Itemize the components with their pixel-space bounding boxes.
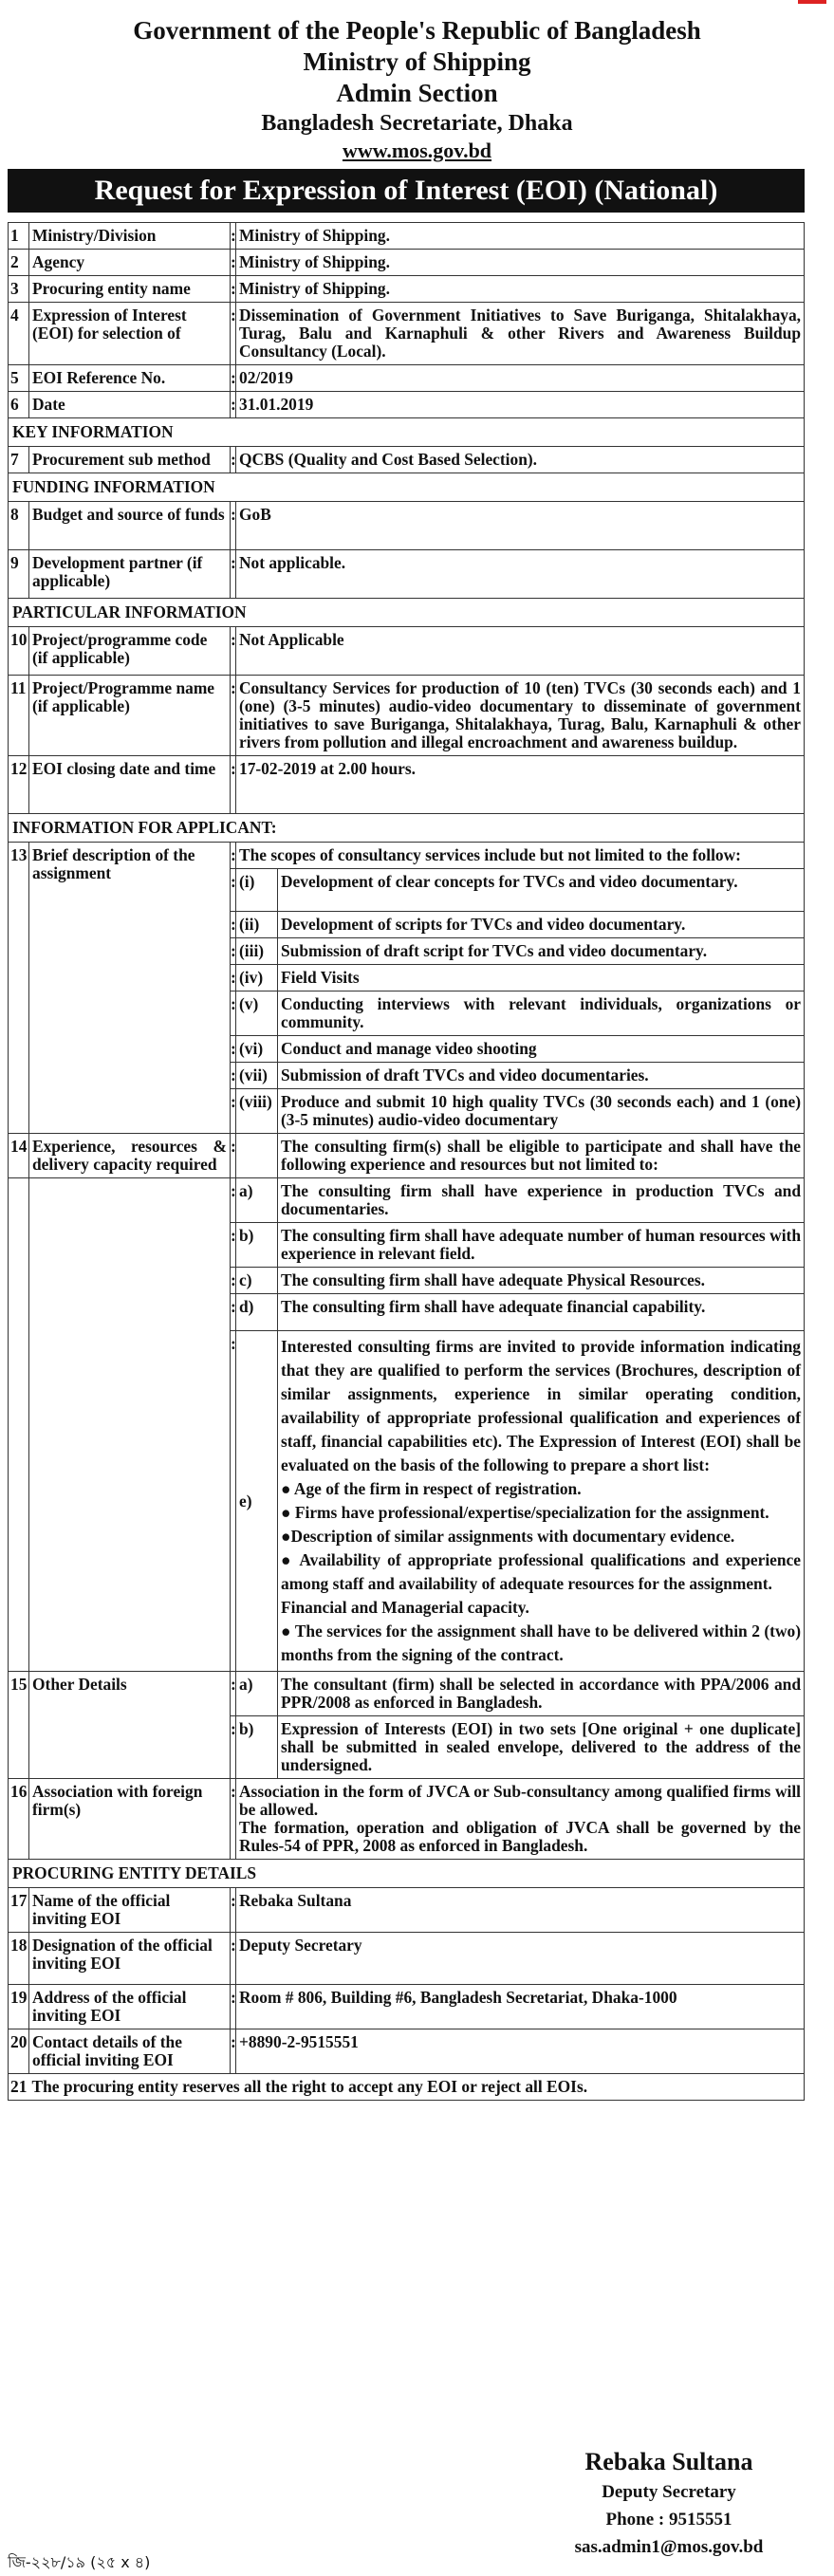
row-value: Ministry of Shipping. <box>236 250 805 276</box>
signatory-title: Deputy Secretary <box>602 2482 736 2502</box>
row-value: GoB <box>236 502 805 550</box>
row-number: 7 <box>9 447 29 473</box>
colon: : <box>231 1063 236 1089</box>
row-label: Address of the official inviting EOI <box>29 1985 231 2029</box>
row-10 <box>9 627 805 676</box>
row-number: 10 <box>9 627 29 676</box>
colon: : <box>231 676 236 756</box>
scope-item-key: (vi) <box>236 1036 278 1063</box>
row-17 <box>9 1888 805 1933</box>
experience-item-key: d) <box>236 1294 278 1331</box>
scope-item-key: (i) <box>236 869 278 912</box>
bullet-item <box>281 1548 801 1596</box>
row-value: Not applicable. <box>236 550 805 599</box>
section-funding-information <box>9 473 805 502</box>
row-label: Procuring entity name <box>29 276 231 303</box>
section-heading: FUNDING INFORMATION <box>9 473 805 502</box>
row-number: 19 <box>9 1985 29 2029</box>
row-label: Budget and source of funds <box>29 502 231 550</box>
row-label: Project/programme code (if applicable) <box>29 627 231 676</box>
section-particular-information <box>9 599 805 627</box>
section-heading: PARTICULAR INFORMATION <box>9 599 805 627</box>
scope-item-key: (iii) <box>236 938 278 965</box>
row-1 <box>9 223 805 250</box>
row-number: 11 <box>9 676 29 756</box>
colon: : <box>231 1036 236 1063</box>
notice-header <box>0 15 834 164</box>
row-15-a <box>9 1672 805 1716</box>
row-label: Expression of Interest (EOI) for selection of <box>29 303 231 365</box>
empty-cell <box>236 1134 278 1178</box>
row-label: Contact details of the official inviting EOI <box>29 2029 231 2074</box>
row-number: 17 <box>9 1888 29 1933</box>
experience-item-key: a) <box>236 1178 278 1223</box>
top-strip <box>0 0 834 6</box>
bullet-icon: ● <box>281 1622 291 1640</box>
detail-item-key: a) <box>236 1672 278 1716</box>
row-value: 02/2019 <box>236 365 805 392</box>
bullet-item <box>281 1525 801 1548</box>
reservation-note: The procuring entity reserves all the right to accept any EOI or reject all EOIs. <box>29 2074 805 2101</box>
row-20 <box>9 2029 805 2074</box>
row-21 <box>9 2074 805 2101</box>
row-18 <box>9 1933 805 1985</box>
section-heading: KEY INFORMATION <box>9 418 805 447</box>
row-label: EOI Reference No. <box>29 365 231 392</box>
row-value: Deputy Secretary <box>236 1933 805 1985</box>
colon: : <box>231 1779 236 1860</box>
ministry-title: Ministry of Shipping <box>303 47 531 76</box>
experience-item-key: e) <box>236 1331 278 1672</box>
row-label: Date <box>29 392 231 418</box>
scope-item-text: Conduct and manage video shooting <box>278 1036 805 1063</box>
row-value: Consultancy Services for production of 10 (ten) TVCs (30 seconds each) and 1 (one) (3-5 minutes) audio-video documentary to disseminate of government initiatives to save Buriganga, Shitalakhaya, Turag, Balu, Karnaphuli & other rivers from pollution and illegal encroachment and awareness buildup. <box>236 676 805 756</box>
row-number: 4 <box>9 303 29 365</box>
scope-item-key: (viii) <box>236 1089 278 1134</box>
scope-item-text: Development of scripts for TVCs and video documentary. <box>278 912 805 938</box>
row-13-intro <box>9 843 805 869</box>
colon: : <box>231 276 236 303</box>
row-5 <box>9 365 805 392</box>
scope-item-key: (ii) <box>236 912 278 938</box>
row-number: 12 <box>9 756 29 814</box>
detail-item-text: The consultant (firm) shall be selected in accordance with PPA/2006 and PPR/2008 as enforced in Bangladesh. <box>278 1672 805 1716</box>
experience-item-text: The consulting firm shall have adequate Physical Resources. <box>278 1268 805 1294</box>
scope-item-text: Development of clear concepts for TVCs and video documentary. <box>278 869 805 912</box>
row-number: 1 <box>9 223 29 250</box>
bullet-text: Description of similar assignments with documentary evidence. <box>290 1527 735 1546</box>
experience-item-key: c) <box>236 1268 278 1294</box>
colon: : <box>231 1331 236 1672</box>
colon: : <box>231 756 236 814</box>
scope-intro: The scopes of consultancy services include but not limited to the follow: <box>236 843 805 869</box>
row-11 <box>9 676 805 756</box>
empty-cell <box>29 1178 231 1672</box>
row-16 <box>9 1779 805 1860</box>
row-4 <box>9 303 805 365</box>
scope-item-text: Produce and submit 10 high quality TVCs (30 seconds each) and 1 (one) (3-5 minutes) audio-video documentary <box>278 1089 805 1134</box>
experience-item <box>9 1178 805 1223</box>
section-title: Admin Section <box>336 79 498 107</box>
association-text <box>236 1779 805 1860</box>
row-label: Designation of the official inviting EOI <box>29 1933 231 1985</box>
colon: : <box>231 1985 236 2029</box>
row-label: Agency <box>29 250 231 276</box>
colon: : <box>231 938 236 965</box>
row-number: 20 <box>9 2029 29 2074</box>
bullet-item <box>281 1620 801 1667</box>
row-number: 5 <box>9 365 29 392</box>
colon: : <box>231 1134 236 1178</box>
bullet-item <box>281 1501 801 1525</box>
row-label: Brief description of the assignment <box>29 843 231 1134</box>
colon: : <box>231 1933 236 1985</box>
section-heading: INFORMATION FOR APPLICANT: <box>9 814 805 843</box>
row-value: Room # 806, Building #6, Bangladesh Secretariat, Dhaka-1000 <box>236 1985 805 2029</box>
section-procuring-entity-details <box>9 1860 805 1888</box>
colon: : <box>231 1178 236 1223</box>
eoi-banner: Request for Expression of Interest (EOI) (National) <box>8 169 805 213</box>
experience-intro: The consulting firm(s) shall be eligible to participate and shall have the following experience and resources but not limited to: <box>278 1134 805 1178</box>
row-value: 31.01.2019 <box>236 392 805 418</box>
scope-item-key: (v) <box>236 991 278 1036</box>
row-label: Name of the official inviting EOI <box>29 1888 231 1933</box>
row-number: 9 <box>9 550 29 599</box>
colon: : <box>231 1223 236 1268</box>
row-8 <box>9 502 805 550</box>
colon: : <box>231 1672 236 1716</box>
red-mark <box>798 0 826 4</box>
publication-code: জি-২২৮/১৯ (২৫ x ৪) <box>8 2553 151 2571</box>
address-line: Bangladesh Secretariate, Dhaka <box>261 111 573 136</box>
colon: : <box>231 627 236 676</box>
colon: : <box>231 991 236 1036</box>
colon: : <box>231 250 236 276</box>
row-label: Procurement sub method <box>29 447 231 473</box>
bullet-text: Firms have professional/expertise/specialization for the assignment. <box>294 1503 769 1522</box>
scope-item-text: Field Visits <box>278 965 805 991</box>
experience-item-text: The consulting firm shall have adequate financial capability. <box>278 1294 805 1331</box>
bullet-item <box>281 1477 801 1501</box>
row-label: EOI closing date and time <box>29 756 231 814</box>
eoi-table <box>8 222 805 2101</box>
row-number: 18 <box>9 1933 29 1985</box>
row-number: 15 <box>9 1672 29 1779</box>
row-3 <box>9 276 805 303</box>
signatory-email[interactable]: sas.admin1@mos.gov.bd <box>574 2537 764 2557</box>
association-paragraph: Association in the form of JVCA or Sub-consultancy among qualified firms will be allowed. <box>239 1782 801 1819</box>
colon: : <box>231 1268 236 1294</box>
row-value: Not Applicable <box>236 627 805 676</box>
row-6 <box>9 392 805 418</box>
row-number: 16 <box>9 1779 29 1860</box>
colon: : <box>231 223 236 250</box>
experience-item-text: The consulting firm shall have experience in production TVCs and documentaries. <box>278 1178 805 1223</box>
row-number: 2 <box>9 250 29 276</box>
detail-item-key: b) <box>236 1716 278 1779</box>
row-14-intro <box>9 1134 805 1178</box>
row-number: 21 <box>9 2074 29 2101</box>
bullet-text: The services for the assignment shall have to be delivered within 2 (two) months from the signing of the contract. <box>281 1622 801 1664</box>
row-number: 3 <box>9 276 29 303</box>
colon: : <box>231 550 236 599</box>
row-label: Association with foreign firm(s) <box>29 1779 231 1860</box>
row-number: 13 <box>9 843 29 1134</box>
scope-item-text: Conducting interviews with relevant individuals, organizations or community. <box>278 991 805 1036</box>
bullet-text: Availability of appropriate professional qualifications and experience among staff and availability of adequate resources for the assignment. <box>281 1550 801 1593</box>
row-value: 17-02-2019 at 2.00 hours. <box>236 756 805 814</box>
row-label: Development partner (if applicable) <box>29 550 231 599</box>
colon: : <box>231 869 236 912</box>
signatory-phone: Phone : 9515551 <box>605 2510 732 2530</box>
section-key-information <box>9 418 805 447</box>
website-link[interactable]: www.mos.gov.bd <box>342 139 492 162</box>
row-number: 8 <box>9 502 29 550</box>
scope-item-text: Submission of draft TVCs and video documentaries. <box>278 1063 805 1089</box>
empty-cell <box>9 1178 29 1672</box>
row-19 <box>9 1985 805 2029</box>
section-heading: PROCURING ENTITY DETAILS <box>9 1860 805 1888</box>
colon: : <box>231 303 236 365</box>
colon: : <box>231 1089 236 1134</box>
colon: : <box>231 1716 236 1779</box>
scope-item-key: (vii) <box>236 1063 278 1089</box>
colon: : <box>231 392 236 418</box>
colon: : <box>231 365 236 392</box>
bullet-icon: ● <box>281 1527 291 1546</box>
colon: : <box>231 447 236 473</box>
bullet-icon: ● <box>281 1503 291 1522</box>
evaluation-paragraph: Interested consulting firms are invited to provide information indicating that they are qualified to perform the services (Brochures, description of similar assignments, experience in similar operating condition, availability of appropriate professional qualification and experiences of staff, financial capabilities etc). The Expression of Interest (EOI) shall be evaluated on the basis of the following to prepare a short list: <box>281 1337 801 1474</box>
row-label: Other Details <box>29 1672 231 1779</box>
colon: : <box>231 912 236 938</box>
row-value: Rebaka Sultana <box>236 1888 805 1933</box>
detail-item-text: Expression of Interests (EOI) in two sets [One original + one duplicate] shall be submitted in sealed envelope, delivered to the address of the undersigned. <box>278 1716 805 1779</box>
section-information-for-applicant <box>9 814 805 843</box>
government-title: Government of the People's Republic of Bangladesh <box>133 16 701 45</box>
colon: : <box>231 502 236 550</box>
row-label: Project/Programme name (if applicable) <box>29 676 231 756</box>
row-number: 14 <box>9 1134 29 1178</box>
signature-block <box>527 2446 811 2561</box>
signatory-name: Rebaka Sultana <box>584 2448 753 2475</box>
row-value: Dissemination of Government Initiatives to Save Buriganga, Shitalakhaya, Turag, Balu and Karnaphuli & other Rivers and Awareness Buildup Consultancy (Local). <box>236 303 805 365</box>
colon: : <box>231 843 236 869</box>
bullet-icon: ● <box>281 1550 294 1569</box>
row-2 <box>9 250 805 276</box>
financial-capacity-text: Financial and Managerial capacity. <box>281 1598 529 1617</box>
row-9 <box>9 550 805 599</box>
bullet-text: Age of the firm in respect of registration. <box>293 1479 582 1498</box>
row-value: Ministry of Shipping. <box>236 223 805 250</box>
row-label: Experience, resources & delivery capacity required <box>29 1134 231 1178</box>
experience-item-text: The consulting firm shall have adequate number of human resources with experience in relevant field. <box>278 1223 805 1268</box>
row-value: Ministry of Shipping. <box>236 276 805 303</box>
colon: : <box>231 2029 236 2074</box>
evaluation-criteria <box>278 1331 805 1672</box>
row-label: Ministry/Division <box>29 223 231 250</box>
row-7 <box>9 447 805 473</box>
row-12 <box>9 756 805 814</box>
scope-item-key: (iv) <box>236 965 278 991</box>
experience-item-key: b) <box>236 1223 278 1268</box>
row-value: +8890-2-9515551 <box>236 2029 805 2074</box>
row-value: QCBS (Quality and Cost Based Selection). <box>236 447 805 473</box>
colon: : <box>231 1294 236 1331</box>
colon: : <box>231 965 236 991</box>
bullet-icon: ● <box>281 1479 291 1498</box>
row-number: 6 <box>9 392 29 418</box>
scope-item-text: Submission of draft script for TVCs and video documentary. <box>278 938 805 965</box>
jvca-paragraph: The formation, operation and obligation of JVCA shall be governed by the Rules-54 of PPR, 2008 as enforced in Bangladesh. <box>239 1818 801 1855</box>
colon: : <box>231 1888 236 1933</box>
